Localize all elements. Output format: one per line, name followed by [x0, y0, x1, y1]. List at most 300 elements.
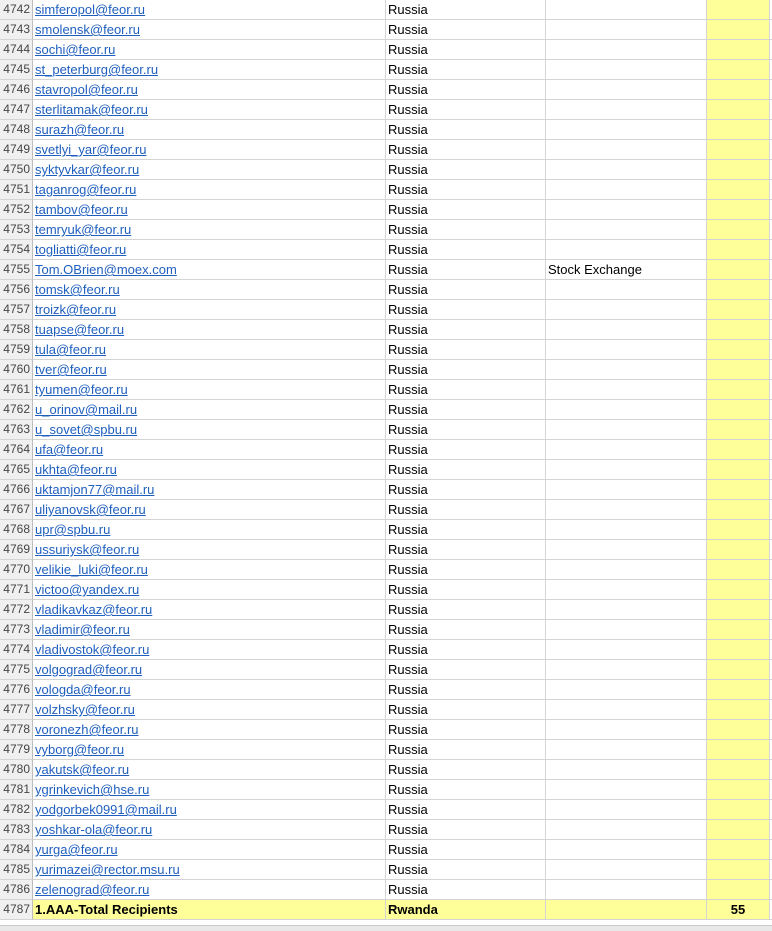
note-cell[interactable] [546, 540, 707, 560]
email-link[interactable]: Tom.OBrien@moex.com [35, 262, 177, 277]
note-cell[interactable] [546, 700, 707, 720]
country-cell[interactable]: Russia [386, 420, 546, 440]
note-cell[interactable] [546, 800, 707, 820]
note-cell[interactable] [546, 880, 707, 900]
note-cell[interactable] [546, 720, 707, 740]
row-number[interactable]: 4783 [0, 820, 33, 840]
highlight-cell[interactable] [707, 400, 770, 420]
note-cell[interactable] [546, 140, 707, 160]
row-number[interactable]: 4785 [0, 860, 33, 880]
row-number[interactable]: 4749 [0, 140, 33, 160]
row-number[interactable]: 4766 [0, 480, 33, 500]
row-number[interactable]: 4786 [0, 880, 33, 900]
row-number[interactable]: 4754 [0, 240, 33, 260]
table-row[interactable] [0, 800, 772, 820]
email-cell[interactable] [33, 580, 386, 600]
table-row[interactable] [0, 760, 772, 780]
email-link[interactable]: sochi@feor.ru [35, 42, 116, 57]
email-cell[interactable] [33, 40, 386, 60]
email-cell[interactable] [33, 740, 386, 760]
note-cell[interactable] [546, 440, 707, 460]
country-cell[interactable]: Russia [386, 500, 546, 520]
table-row[interactable] [0, 880, 772, 900]
email-cell[interactable] [33, 880, 386, 900]
row-number[interactable]: 4762 [0, 400, 33, 420]
country-cell[interactable]: Russia [386, 220, 546, 240]
country-cell[interactable]: Russia [386, 800, 546, 820]
total-row[interactable] [0, 900, 772, 920]
email-cell[interactable] [33, 800, 386, 820]
email-link[interactable]: tula@feor.ru [35, 342, 107, 357]
note-cell[interactable] [546, 20, 707, 40]
email-cell[interactable] [33, 660, 386, 680]
email-cell[interactable] [33, 220, 386, 240]
row-number[interactable]: 4760 [0, 360, 33, 380]
row-number[interactable]: 4746 [0, 80, 33, 100]
row-number[interactable]: 4772 [0, 600, 33, 620]
table-row[interactable] [0, 280, 772, 300]
table-row[interactable] [0, 0, 772, 20]
email-cell[interactable] [33, 100, 386, 120]
highlight-cell[interactable] [707, 100, 770, 120]
email-link[interactable]: volzhsky@feor.ru [35, 702, 135, 717]
highlight-cell[interactable] [707, 700, 770, 720]
email-link[interactable]: yodgorbek0991@mail.ru [35, 802, 177, 817]
country-cell[interactable]: Russia [386, 380, 546, 400]
note-cell[interactable] [546, 520, 707, 540]
email-link[interactable]: troizk@feor.ru [35, 302, 117, 317]
table-row[interactable] [0, 840, 772, 860]
country-cell[interactable]: Russia [386, 780, 546, 800]
highlight-cell[interactable] [707, 800, 770, 820]
table-row[interactable] [0, 820, 772, 840]
email-cell[interactable] [33, 340, 386, 360]
row-number[interactable]: 4753 [0, 220, 33, 240]
highlight-cell[interactable] [707, 60, 770, 80]
email-cell[interactable] [33, 0, 386, 20]
email-link[interactable]: vladivostok@feor.ru [35, 642, 150, 657]
country-cell[interactable]: Russia [386, 340, 546, 360]
email-cell[interactable] [33, 160, 386, 180]
email-cell[interactable] [33, 80, 386, 100]
email-cell[interactable] [33, 600, 386, 620]
country-cell[interactable]: Russia [386, 0, 546, 20]
highlight-cell[interactable] [707, 760, 770, 780]
highlight-cell[interactable] [707, 0, 770, 20]
note-cell[interactable] [546, 640, 707, 660]
note-cell[interactable] [546, 760, 707, 780]
email-cell[interactable] [33, 520, 386, 540]
email-cell[interactable] [33, 20, 386, 40]
table-row[interactable] [0, 620, 772, 640]
email-cell[interactable] [33, 680, 386, 700]
email-cell[interactable] [33, 420, 386, 440]
email-link[interactable]: yurga@feor.ru [35, 842, 118, 857]
total-label-cell[interactable]: 1.AAA-Total Recipients [33, 900, 386, 920]
row-number[interactable]: 4752 [0, 200, 33, 220]
email-link[interactable]: vladimir@feor.ru [35, 622, 130, 637]
note-cell[interactable] [546, 280, 707, 300]
row-number[interactable]: 4764 [0, 440, 33, 460]
email-cell[interactable] [33, 760, 386, 780]
email-link[interactable]: voronezh@feor.ru [35, 722, 139, 737]
highlight-cell[interactable] [707, 120, 770, 140]
highlight-cell[interactable] [707, 260, 770, 280]
note-cell[interactable] [546, 300, 707, 320]
email-link[interactable]: syktyvkar@feor.ru [35, 162, 140, 177]
email-cell[interactable] [33, 360, 386, 380]
country-cell[interactable]: Russia [386, 160, 546, 180]
email-cell[interactable] [33, 540, 386, 560]
email-link[interactable]: tambov@feor.ru [35, 202, 128, 217]
highlight-cell[interactable] [707, 140, 770, 160]
table-row[interactable] [0, 540, 772, 560]
table-row[interactable] [0, 100, 772, 120]
highlight-cell[interactable] [707, 420, 770, 440]
country-cell[interactable]: Russia [386, 120, 546, 140]
highlight-cell[interactable] [707, 620, 770, 640]
country-cell[interactable]: Russia [386, 580, 546, 600]
highlight-cell[interactable] [707, 80, 770, 100]
total-country-cell[interactable]: Rwanda [386, 900, 546, 920]
note-cell[interactable] [546, 500, 707, 520]
table-row[interactable] [0, 700, 772, 720]
email-cell[interactable] [33, 380, 386, 400]
highlight-cell[interactable] [707, 460, 770, 480]
email-cell[interactable] [33, 840, 386, 860]
table-row[interactable] [0, 60, 772, 80]
email-cell[interactable] [33, 860, 386, 880]
row-number[interactable]: 4756 [0, 280, 33, 300]
table-row[interactable] [0, 320, 772, 340]
note-cell[interactable] [546, 0, 707, 20]
email-cell[interactable] [33, 260, 386, 280]
note-cell[interactable] [546, 100, 707, 120]
highlight-cell[interactable] [707, 600, 770, 620]
country-cell[interactable]: Russia [386, 260, 546, 280]
email-cell[interactable] [33, 500, 386, 520]
email-link[interactable]: togliatti@feor.ru [35, 242, 127, 257]
note-cell[interactable] [546, 60, 707, 80]
email-cell[interactable] [33, 720, 386, 740]
country-cell[interactable]: Russia [386, 640, 546, 660]
total-note-cell[interactable] [546, 900, 707, 920]
note-cell[interactable] [546, 600, 707, 620]
country-cell[interactable]: Russia [386, 460, 546, 480]
table-row[interactable] [0, 600, 772, 620]
note-cell[interactable] [546, 160, 707, 180]
row-number[interactable]: 4778 [0, 720, 33, 740]
email-link[interactable]: surazh@feor.ru [35, 122, 125, 137]
email-link[interactable]: tuapse@feor.ru [35, 322, 125, 337]
country-cell[interactable]: Russia [386, 860, 546, 880]
highlight-cell[interactable] [707, 360, 770, 380]
country-cell[interactable]: Russia [386, 700, 546, 720]
table-row[interactable] [0, 20, 772, 40]
email-link[interactable]: tyumen@feor.ru [35, 382, 128, 397]
country-cell[interactable]: Russia [386, 240, 546, 260]
country-cell[interactable]: Russia [386, 620, 546, 640]
highlight-cell[interactable] [707, 680, 770, 700]
email-cell[interactable] [33, 300, 386, 320]
table-row[interactable] [0, 720, 772, 740]
note-cell[interactable] [546, 120, 707, 140]
note-cell[interactable] [546, 400, 707, 420]
country-cell[interactable]: Russia [386, 660, 546, 680]
email-cell[interactable] [33, 480, 386, 500]
email-link[interactable]: yoshkar-ola@feor.ru [35, 822, 153, 837]
table-row[interactable] [0, 440, 772, 460]
highlight-cell[interactable] [707, 660, 770, 680]
email-link[interactable]: ussuriysk@feor.ru [35, 542, 140, 557]
note-cell[interactable] [546, 740, 707, 760]
note-cell[interactable] [546, 560, 707, 580]
note-cell[interactable] [546, 680, 707, 700]
highlight-cell[interactable] [707, 840, 770, 860]
row-number[interactable]: 4769 [0, 540, 33, 560]
email-link[interactable]: zelenograd@feor.ru [35, 882, 150, 897]
table-row[interactable] [0, 360, 772, 380]
email-link[interactable]: ufa@feor.ru [35, 442, 104, 457]
country-cell[interactable]: Russia [386, 600, 546, 620]
country-cell[interactable]: Russia [386, 880, 546, 900]
table-row[interactable] [0, 160, 772, 180]
country-cell[interactable]: Russia [386, 480, 546, 500]
row-number[interactable]: 4767 [0, 500, 33, 520]
row-number[interactable]: 4757 [0, 300, 33, 320]
table-row[interactable] [0, 460, 772, 480]
email-cell[interactable] [33, 640, 386, 660]
email-link[interactable]: yakutsk@feor.ru [35, 762, 130, 777]
row-number[interactable]: 4779 [0, 740, 33, 760]
table-row[interactable] [0, 80, 772, 100]
email-link[interactable]: yurimazei@rector.msu.ru [35, 862, 180, 877]
email-cell[interactable] [33, 60, 386, 80]
row-number[interactable]: 4784 [0, 840, 33, 860]
country-cell[interactable]: Russia [386, 720, 546, 740]
row-number[interactable]: 4744 [0, 40, 33, 60]
email-link[interactable]: temryuk@feor.ru [35, 222, 132, 237]
highlight-cell[interactable] [707, 320, 770, 340]
country-cell[interactable]: Russia [386, 40, 546, 60]
row-number[interactable]: 4777 [0, 700, 33, 720]
country-cell[interactable]: Russia [386, 560, 546, 580]
country-cell[interactable]: Russia [386, 400, 546, 420]
country-cell[interactable]: Russia [386, 740, 546, 760]
note-cell[interactable] [546, 580, 707, 600]
row-number[interactable]: 4787 [0, 900, 33, 920]
email-link[interactable]: u_orinov@mail.ru [35, 402, 138, 417]
email-cell[interactable] [33, 620, 386, 640]
row-number[interactable]: 4768 [0, 520, 33, 540]
highlight-cell[interactable] [707, 340, 770, 360]
country-cell[interactable]: Russia [386, 520, 546, 540]
highlight-cell[interactable] [707, 160, 770, 180]
email-link[interactable]: victoo@yandex.ru [35, 582, 140, 597]
email-link[interactable]: volgograd@feor.ru [35, 662, 143, 677]
row-number[interactable]: 4771 [0, 580, 33, 600]
note-cell[interactable] [546, 240, 707, 260]
row-number[interactable]: 4747 [0, 100, 33, 120]
note-cell[interactable] [546, 780, 707, 800]
row-number[interactable]: 4782 [0, 800, 33, 820]
note-cell[interactable] [546, 620, 707, 640]
country-cell[interactable]: Russia [386, 200, 546, 220]
country-cell[interactable]: Russia [386, 140, 546, 160]
row-number[interactable]: 4761 [0, 380, 33, 400]
highlight-cell[interactable] [707, 480, 770, 500]
table-row[interactable] [0, 560, 772, 580]
note-cell[interactable] [546, 200, 707, 220]
email-link[interactable]: vologda@feor.ru [35, 682, 131, 697]
country-cell[interactable]: Russia [386, 100, 546, 120]
highlight-cell[interactable] [707, 720, 770, 740]
email-link[interactable]: ukhta@feor.ru [35, 462, 117, 477]
email-cell[interactable] [33, 120, 386, 140]
highlight-cell[interactable] [707, 380, 770, 400]
email-cell[interactable] [33, 180, 386, 200]
table-row[interactable] [0, 420, 772, 440]
table-row[interactable] [0, 300, 772, 320]
highlight-cell[interactable] [707, 440, 770, 460]
row-number[interactable]: 4780 [0, 760, 33, 780]
highlight-cell[interactable] [707, 300, 770, 320]
highlight-cell[interactable] [707, 200, 770, 220]
highlight-cell[interactable] [707, 40, 770, 60]
table-row[interactable] [0, 580, 772, 600]
row-number[interactable]: 4751 [0, 180, 33, 200]
highlight-cell[interactable] [707, 180, 770, 200]
email-cell[interactable] [33, 280, 386, 300]
table-row[interactable] [0, 140, 772, 160]
country-cell[interactable]: Russia [386, 540, 546, 560]
table-row[interactable] [0, 380, 772, 400]
table-row[interactable] [0, 200, 772, 220]
email-link[interactable]: velikie_luki@feor.ru [35, 562, 148, 577]
email-cell[interactable] [33, 200, 386, 220]
note-cell[interactable] [546, 380, 707, 400]
email-link[interactable]: upr@spbu.ru [35, 522, 111, 537]
email-cell[interactable] [33, 700, 386, 720]
table-row[interactable] [0, 260, 772, 280]
email-link[interactable]: ygrinkevich@hse.ru [35, 782, 150, 797]
highlight-cell[interactable] [707, 640, 770, 660]
row-number[interactable]: 4748 [0, 120, 33, 140]
email-cell[interactable] [33, 440, 386, 460]
table-row[interactable] [0, 40, 772, 60]
email-link[interactable]: vladikavkaz@feor.ru [35, 602, 153, 617]
email-link[interactable]: st_peterburg@feor.ru [35, 62, 159, 77]
highlight-cell[interactable] [707, 500, 770, 520]
row-number[interactable]: 4770 [0, 560, 33, 580]
note-cell[interactable] [546, 460, 707, 480]
country-cell[interactable]: Russia [386, 320, 546, 340]
table-row[interactable] [0, 120, 772, 140]
country-cell[interactable]: Russia [386, 300, 546, 320]
highlight-cell[interactable] [707, 820, 770, 840]
country-cell[interactable]: Russia [386, 680, 546, 700]
highlight-cell[interactable] [707, 20, 770, 40]
note-cell[interactable] [546, 860, 707, 880]
country-cell[interactable]: Russia [386, 180, 546, 200]
email-link[interactable]: uliyanovsk@feor.ru [35, 502, 146, 517]
email-link[interactable]: vyborg@feor.ru [35, 742, 125, 757]
table-row[interactable] [0, 340, 772, 360]
email-cell[interactable] [33, 400, 386, 420]
email-link[interactable]: tver@feor.ru [35, 362, 107, 377]
highlight-cell[interactable] [707, 740, 770, 760]
note-cell[interactable] [546, 660, 707, 680]
row-number[interactable]: 4758 [0, 320, 33, 340]
note-cell[interactable] [546, 40, 707, 60]
row-number[interactable]: 4773 [0, 620, 33, 640]
country-cell[interactable]: Russia [386, 20, 546, 40]
country-cell[interactable]: Russia [386, 760, 546, 780]
email-cell[interactable] [33, 560, 386, 580]
table-row[interactable] [0, 400, 772, 420]
email-link[interactable]: sterlitamak@feor.ru [35, 102, 148, 117]
highlight-cell[interactable] [707, 560, 770, 580]
note-cell[interactable] [546, 480, 707, 500]
row-number[interactable]: 4745 [0, 60, 33, 80]
note-cell[interactable] [546, 220, 707, 240]
row-number[interactable]: 4776 [0, 680, 33, 700]
highlight-cell[interactable] [707, 520, 770, 540]
row-number[interactable]: 4755 [0, 260, 33, 280]
email-cell[interactable] [33, 820, 386, 840]
country-cell[interactable]: Russia [386, 280, 546, 300]
table-row[interactable] [0, 180, 772, 200]
table-row[interactable] [0, 480, 772, 500]
email-link[interactable]: taganrog@feor.ru [35, 182, 137, 197]
note-cell[interactable] [546, 820, 707, 840]
note-cell[interactable] [546, 340, 707, 360]
highlight-cell[interactable] [707, 220, 770, 240]
row-number[interactable]: 4775 [0, 660, 33, 680]
row-number[interactable]: 4763 [0, 420, 33, 440]
table-row[interactable] [0, 780, 772, 800]
note-cell[interactable] [546, 80, 707, 100]
table-row[interactable] [0, 500, 772, 520]
row-number[interactable]: 4743 [0, 20, 33, 40]
email-link[interactable]: tomsk@feor.ru [35, 282, 120, 297]
table-row[interactable] [0, 680, 772, 700]
country-cell[interactable]: Russia [386, 820, 546, 840]
table-row[interactable] [0, 240, 772, 260]
note-cell[interactable] [546, 840, 707, 860]
country-cell[interactable]: Russia [386, 80, 546, 100]
highlight-cell[interactable] [707, 860, 770, 880]
country-cell[interactable]: Russia [386, 840, 546, 860]
email-link[interactable]: simferopol@feor.ru [35, 2, 146, 17]
highlight-cell[interactable] [707, 580, 770, 600]
email-cell[interactable] [33, 240, 386, 260]
row-number[interactable]: 4750 [0, 160, 33, 180]
email-link[interactable]: smolensk@feor.ru [35, 22, 140, 37]
note-cell[interactable]: Stock Exchange [546, 260, 707, 280]
country-cell[interactable]: Russia [386, 440, 546, 460]
country-cell[interactable]: Russia [386, 60, 546, 80]
email-cell[interactable] [33, 780, 386, 800]
highlight-cell[interactable] [707, 540, 770, 560]
table-row[interactable] [0, 520, 772, 540]
row-number[interactable]: 4781 [0, 780, 33, 800]
email-cell[interactable] [33, 460, 386, 480]
highlight-cell[interactable] [707, 280, 770, 300]
country-cell[interactable]: Russia [386, 360, 546, 380]
highlight-cell[interactable] [707, 780, 770, 800]
email-link[interactable]: u_sovet@spbu.ru [35, 422, 138, 437]
